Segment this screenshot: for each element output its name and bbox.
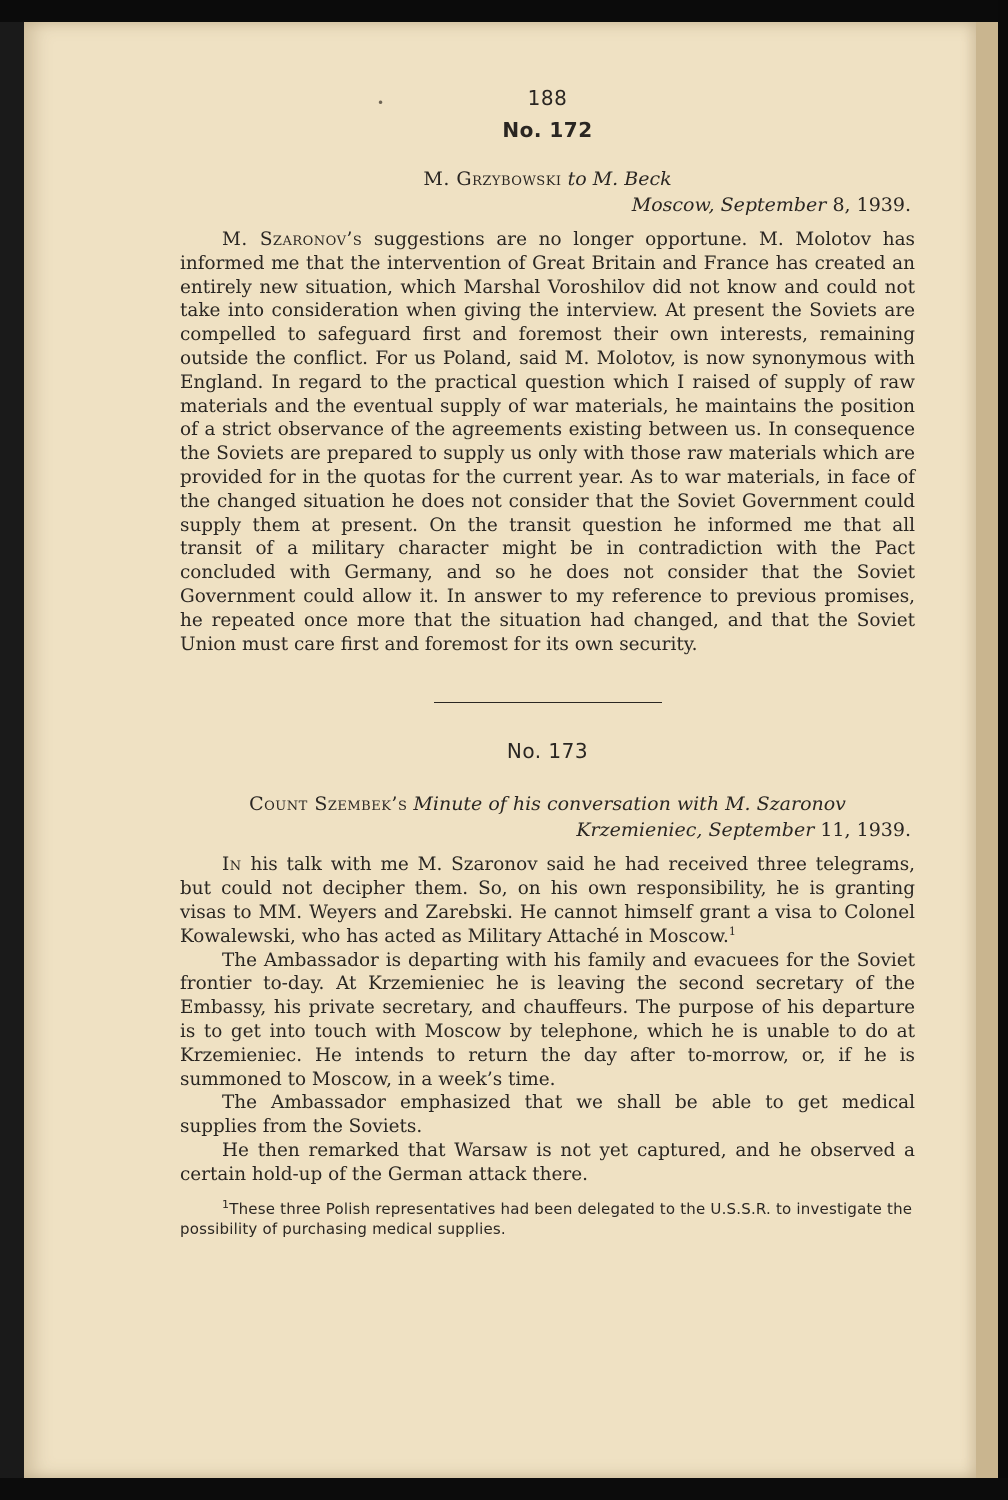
- doc173-dateline-place: Krzemieniec, September: [576, 819, 815, 842]
- doc173-paragraph-2: The Ambassador is departing with his family and evacuees for the Soviet frontier to-day. At Krzemieniec he is leaving the second secretary of the Embassy, his private secretary, and chauffeurs. The purpose of his departure is to get into touch with Moscow by telephone, which he is unable to do at Krzemieniec. He intends to return the day after to-morrow, or, if he is summoned to Moscow, in a week’s time.: [180, 949, 915, 1090]
- footnote-text: These three Polish representatives had been delegated to the U.S.S.R. to investigate the possibility of purchasing medical supplies.: [180, 1199, 913, 1238]
- doc172-paragraph-text: suggestions are no longer opportune. M. Molotov has informed me that the intervention of Great Britain and France has created an entirely new situation, which Marshal Voroshilov did not know and could not take into consideration when giving the interview. At present the Soviets are compelled to safeguard first and foremost their own interests, remaining outside the conflict. For us Poland, said M. Molotov, is now synonymous with England. In regard to the practical question which I raised of supply of raw materials and the eventual supply of war materials, he maintains the position of a strict observance of the agreements existing between us. In consequence the Soviets are prepared to supply us only with those raw materials which are provided for in the quotas for the current year. As to war materials, in face of the changed situation he does not consider that the Soviet Government could supply them at present. On the transit question he informed me that all transit of a military character might be in contradiction with the Pact concluded with Germany, and so he does not consider that the Soviet Government could allow it. In answer to my reference to previous promises, he repeated once more that the situation had changed, and that the Soviet Union must care first and foremost for its own security.: [180, 229, 915, 655]
- document-heading-172: No. 172: [502, 118, 593, 142]
- doc172-sender: M. Grzybowski: [423, 168, 562, 190]
- doc172-paragraph: [180, 228, 915, 656]
- doc172-recipient: to M. Beck: [567, 168, 672, 190]
- doc172-correspondents: [180, 168, 915, 190]
- footnote-reference: 1: [728, 924, 736, 938]
- scan-frame-bottom: [0, 1478, 1008, 1500]
- doc173-lead: In: [222, 854, 242, 876]
- scan-frame-right: [998, 0, 1008, 1500]
- doc172-lead: M. Szaronov’s: [222, 229, 363, 250]
- doc173-paragraph-1-text: his talk with me M. Szaronov said he had received three telegrams, but could not decipher them. So, on his own responsibility, he is granting visas to MM. Weyers and Zarebski. He cannot himself grant a visa to Colonel Kowalewski, who has acted as Military Attaché in Moscow.: [180, 854, 915, 947]
- doc173-paragraph-3: The Ambassador emphasized that we shall be able to get medical supplies from the Soviets.: [180, 1092, 915, 1138]
- doc172-dateline-date: 8, 1939.: [832, 194, 911, 216]
- doc173-title: Minute of his conversation with M. Szaronov: [413, 793, 846, 816]
- doc173-dateline: [180, 819, 915, 841]
- page-edge: [976, 22, 998, 1478]
- page-number: 188: [527, 86, 568, 110]
- doc173-paragraph-4: He then remarked that Warsaw is not yet captured, and he observed a certain hold-up of the German attack there.: [180, 1139, 915, 1185]
- doc172-dateline-place: Moscow, September: [631, 194, 827, 216]
- document-heading-173: No. 173: [506, 739, 589, 764]
- scan-frame-top: [0, 0, 1008, 22]
- section-divider: [434, 702, 662, 703]
- doc173-author: Count Szembek’s: [249, 793, 408, 816]
- footnote-marker: 1: [222, 1197, 230, 1211]
- page-content: [180, 62, 915, 1239]
- doc172-dateline: [180, 194, 915, 216]
- stray-mark: •: [377, 96, 385, 110]
- doc173-dateline-date: 11, 1939.: [820, 819, 911, 842]
- footnote: [180, 1199, 915, 1239]
- doc173-paragraph-1: [180, 853, 915, 948]
- doc173-title-line: [180, 793, 915, 815]
